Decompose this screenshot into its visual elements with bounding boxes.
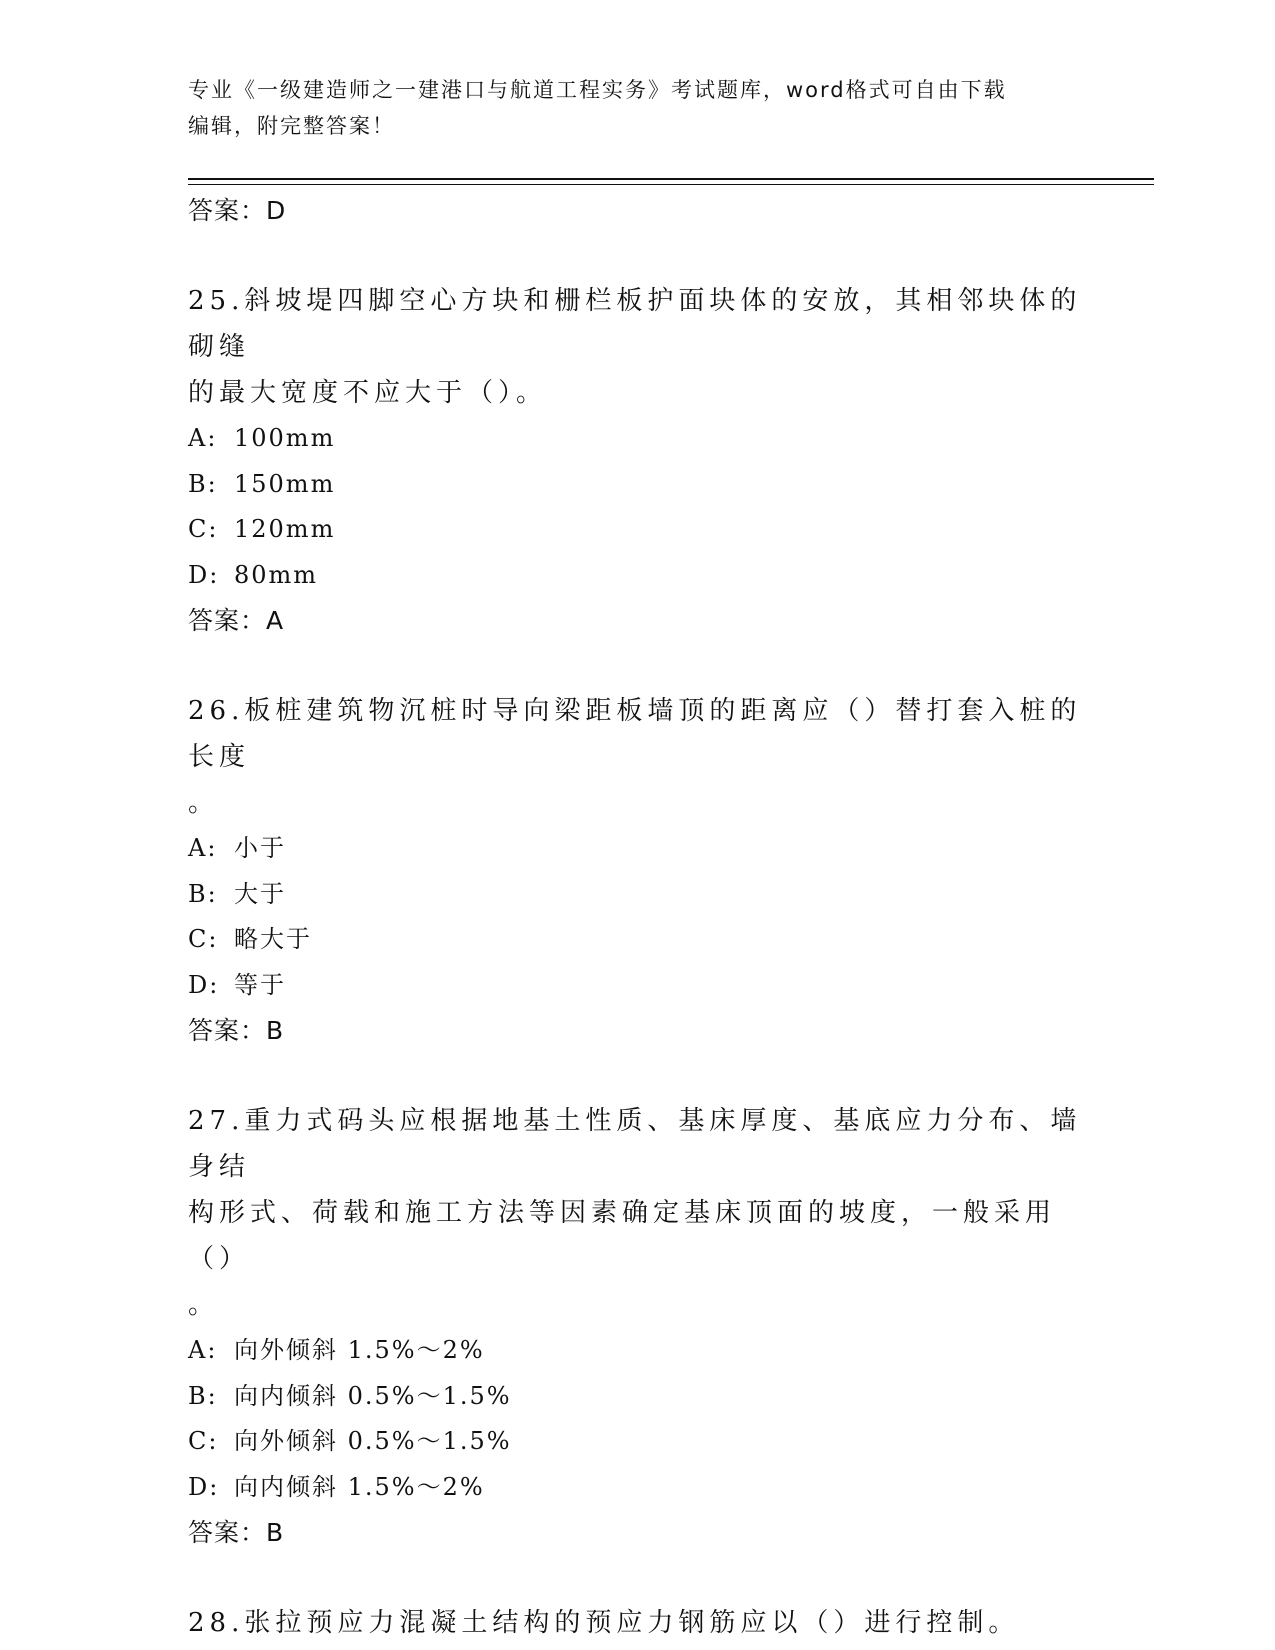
question-block xyxy=(188,688,1088,1054)
option-text: 向内倾斜 1.5%～2% xyxy=(234,1472,485,1501)
option-key: A: xyxy=(188,424,218,452)
option-c xyxy=(188,1419,1088,1465)
question-stem-line: 28.张拉预应力混凝土结构的预应力钢筋应以（）进行控制。 xyxy=(188,1608,1020,1638)
option-d xyxy=(188,1465,1088,1511)
option-d xyxy=(188,553,1088,599)
spacer xyxy=(188,234,1088,278)
document-body xyxy=(188,188,1088,1646)
question-answer: 答案：A xyxy=(188,606,285,635)
option-a xyxy=(188,826,1088,872)
option-key: C: xyxy=(188,1427,219,1455)
option-key: B: xyxy=(188,469,218,498)
option-key: C: xyxy=(188,515,219,543)
question-stem xyxy=(188,1098,1088,1328)
option-key: B: xyxy=(188,1381,218,1410)
option-a xyxy=(188,416,1088,462)
option-text: 小于 xyxy=(234,834,286,862)
question-block xyxy=(188,1098,1088,1556)
option-key: D: xyxy=(188,560,220,589)
spacer xyxy=(188,1556,1088,1600)
option-a xyxy=(188,1328,1088,1374)
header-line-2: 编辑，附完整答案！ xyxy=(188,114,395,138)
header-divider-thin xyxy=(188,184,1154,185)
option-key: D: xyxy=(188,970,220,999)
header-divider-thick xyxy=(188,178,1154,180)
option-key: B: xyxy=(188,879,218,908)
option-c xyxy=(188,917,1088,963)
option-b xyxy=(188,462,1088,508)
option-key: C: xyxy=(188,925,219,953)
option-text: 80mm xyxy=(234,560,319,589)
spacer xyxy=(188,1054,1088,1098)
option-key: D: xyxy=(188,1472,220,1501)
question-stem xyxy=(188,688,1088,826)
question-stem xyxy=(188,1600,1088,1646)
option-text: 略大于 xyxy=(234,925,312,953)
header-line-1: 专业《一级建造师之一建港口与航道工程实务》考试题库，word格式可自由下载 xyxy=(188,78,1007,102)
option-text: 100mm xyxy=(234,424,336,452)
question-stem-line: 25.斜坡堤四脚空心方块和栅栏板护面块体的安放，其相邻块体的砌缝 xyxy=(188,286,1082,362)
option-c xyxy=(188,507,1088,553)
spacer xyxy=(188,644,1088,688)
document-header xyxy=(188,72,1088,144)
option-b xyxy=(188,872,1088,918)
question-stem-line: 。 xyxy=(188,788,220,818)
previous-answer: 答案：D xyxy=(188,196,287,225)
question-block xyxy=(188,278,1088,644)
option-text: 120mm xyxy=(234,515,336,543)
option-text: 等于 xyxy=(234,970,286,999)
question-stem-line: 。 xyxy=(188,1290,220,1320)
question-answer: 答案：B xyxy=(188,1016,285,1045)
question-stem-line: 26.板桩建筑物沉桩时导向梁距板墙顶的距离应（）替打套入桩的长度 xyxy=(188,696,1082,772)
option-key: A: xyxy=(188,834,218,862)
question-stem-line: 的最大宽度不应大于（）。 xyxy=(188,378,548,408)
option-key: A: xyxy=(188,1336,218,1364)
option-b xyxy=(188,1374,1088,1420)
option-text: 向外倾斜 0.5%～1.5% xyxy=(234,1427,512,1455)
option-text: 大于 xyxy=(234,879,286,908)
option-text: 向外倾斜 1.5%～2% xyxy=(234,1336,485,1364)
question-block xyxy=(188,1600,1088,1646)
question-stem xyxy=(188,278,1088,416)
option-text: 150mm xyxy=(234,469,336,498)
option-text: 向内倾斜 0.5%～1.5% xyxy=(234,1381,512,1410)
question-stem-line: 27.重力式码头应根据地基土性质、基床厚度、基底应力分布、墙身结 xyxy=(188,1106,1082,1182)
question-answer: 答案：B xyxy=(188,1518,285,1547)
option-d xyxy=(188,963,1088,1009)
question-stem-line: 构形式、荷载和施工方法等因素确定基床顶面的坡度，一般采用（） xyxy=(188,1198,1057,1274)
